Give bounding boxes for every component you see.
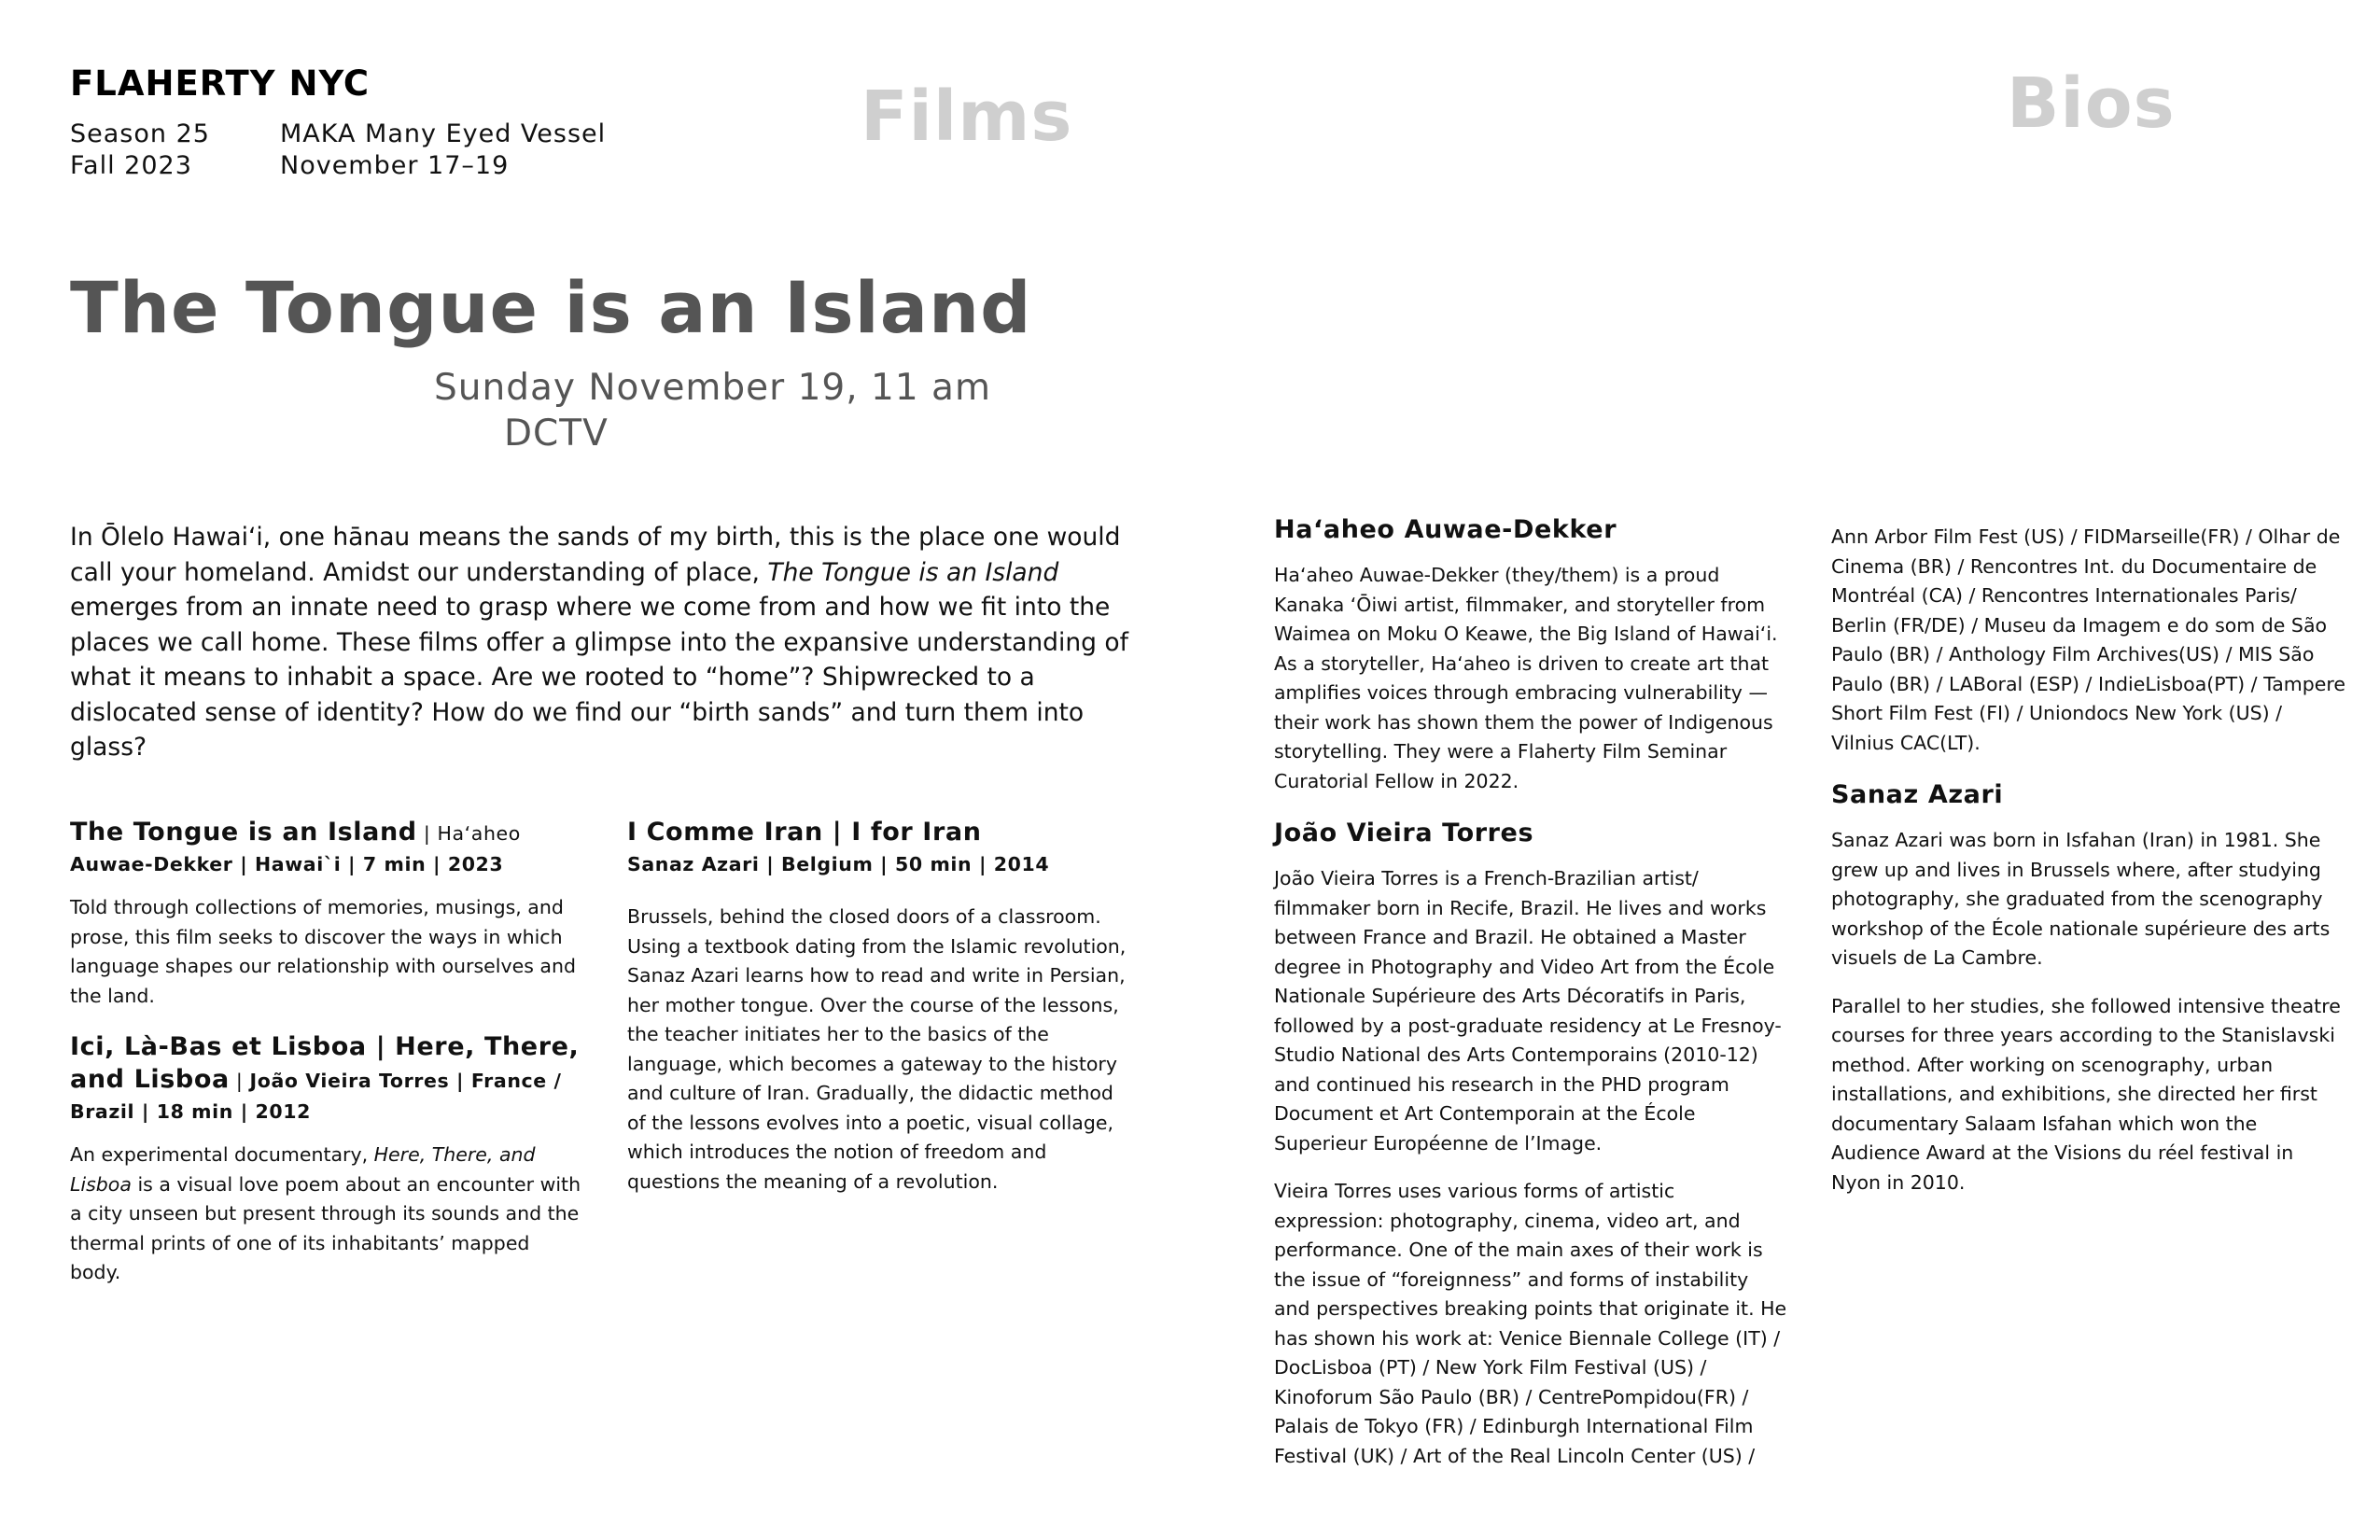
film-meta: Brazil | 18 min | 2012: [70, 1100, 311, 1123]
intro-text-2: emerges from an innate need to grasp where we come from and how we fit into the places we call home. These films offer a glimpse into the expansive understanding of what it means to inhabit a space. Are we rooted to “home”? Shipwrecked to a dislocated sense of identity? How do we find our “birth sands” and turn them into glass?: [70, 593, 1128, 762]
film-entry: [627, 817, 1136, 1197]
film-description: [70, 1141, 583, 1288]
screening-datetime: Sunday November 19, 11 am: [434, 367, 991, 409]
film-title: Ici, Là-Bas et Lisboa | Here, There, and Lisboa: [70, 1032, 580, 1094]
separator: |: [229, 1070, 250, 1092]
bio-paragraph: Haʻaheo Auwae-Dekker (they/them) is a proud Kanaka ʻŌiwi artist, filmmaker, and storyteller from Waimea on Moku O Keawe, the Big Island of Hawaiʻi. As a storyteller, Haʻaheo is driven to create art that amplifies voices through embracing vulnerability — their work has shown them the power of Indigenous storytelling. They were a Flaherty Film Seminar Curatorial Fellow in 2022.: [1274, 564, 1778, 792]
intro-title-italic: The Tongue is an Island: [767, 557, 1059, 587]
program-name: MAKA Many Eyed Vessel: [280, 119, 607, 148]
film-desc-text-1: An experimental documentary,: [70, 1143, 374, 1166]
program-info: [280, 119, 606, 182]
film-description: Brussels, behind the closed doors of a classroom. Using a textbook dating from the Islamic revolution, Sanaz Azari learns how to read and write in Persian, her mother tongue. Over the course of the lessons, the teacher initiates her to the basics of the language, which becomes a gateway to the history and culture of Iran. Gradually, the didactic method of the lessons evolves into a poetic, visual collage, which introduces the notion of freedom and questions the meaning of a revolution.: [627, 905, 1127, 1193]
bio-text: [1274, 864, 1787, 1471]
film-entry: [70, 817, 583, 1011]
film-director: Haʻaheo: [437, 822, 521, 845]
film-desc-text-2: is a visual love poem about an encounter with a city unseen but present through its sounds and the thermal prints of one of its inhabitants’ mapped body.: [70, 1172, 581, 1283]
intro-text-1: In Ōlelo Hawaiʻi, one hānau means the sands of my birth, this is the place one would call your homeland. Amidst our understanding of place,: [70, 523, 1121, 587]
bio-text: [1274, 561, 1787, 796]
films-section-label: Films: [861, 77, 1073, 157]
films-column-right: [627, 817, 1136, 1197]
bios-column-left: [1274, 515, 1787, 1471]
film-heading: [70, 1031, 583, 1127]
screening-venue: DCTV: [504, 413, 609, 455]
film-title: I Comme Iran | I for Iran: [627, 818, 982, 847]
film-description: Told through collections of memories, musings, and prose, this film seeks to discover the ways in which language shapes our relationship with ourselves and the land.: [70, 896, 576, 1007]
film-heading: [70, 817, 583, 880]
film-director: João Vieira Torres | France /: [249, 1070, 562, 1092]
season-number: Season 25: [70, 119, 210, 148]
bio-paragraph: Ann Arbor Film Fest (US) / FIDMarseille(FR) / Olhar de Cinema (BR) / Rencontres Int. du Documentaire de Montréal (CA) / Rencontres Internationales Paris/ Berlin (FR/DE) / Museu da Imagem e do som de São Paulo (BR) / Anthology Film Archives(US) / MIS São Paulo (BR) / LABoral (ESP) / IndieLisboa(PT) / Tampere Short Film Fest (FI) / Uniondocs New York (US) / Vilnius CAC(LT).: [1831, 525, 2345, 754]
film-meta: Auwae-Dekker | Hawai`i | 7 min | 2023: [70, 853, 504, 875]
film-meta: Sanaz Azari | Belgium | 50 min | 2014: [627, 853, 1050, 875]
bio-paragraph: João Vieira Torres is a French-Brazilian artist/ filmmaker born in Recife, Brazil. He lives and works between France and Brazil. He obtained a Master degree in Photography and Video Art from the École Nationale Supérieure des Arts Décoratifs in Paris, followed by a post-graduate residency at Le Fresnoy-Studio National des Arts Contemporains (2010-12) and continued his research in the PHD program Document et Art Contemporain at the École Superieur Européenne de l’Image.: [1274, 867, 1782, 1155]
film-title: The Tongue is an Island: [70, 818, 417, 847]
bio-paragraph: Vieira Torres uses various forms of artistic expression: photography, cinema, video art, and performance. One of the main axes of their work is the issue of “foreignness” and forms of instability and perspectives breaking points that originate it. He has shown his work at: Venice Biennale College (IT) / DocLisboa (PT) / New York Film Festival (US) / Kinoforum São Paulo (BR) / CentrePompidou(FR) / Palais de Tokyo (FR) / Edinburgh International Film Festival (UK) / Art of the Real Lincoln Center (US) /: [1274, 1180, 1787, 1467]
brand-name: FLAHERTY: [70, 63, 276, 104]
bio-name: João Vieira Torres: [1274, 819, 1534, 847]
film-desc-italic: Here, There, and Lisboa: [70, 1143, 536, 1196]
brand-city: NYC: [288, 63, 371, 104]
bio-text: [1831, 826, 2346, 1197]
bios-column-right: [1831, 523, 2346, 1197]
program-title: The Tongue is an Island: [70, 266, 1032, 349]
bios-section-label: Bios: [2007, 63, 2176, 144]
film-entry: [70, 1031, 583, 1288]
program-intro: [70, 520, 1129, 765]
bio-paragraph: Sanaz Azari was born in Isfahan (Iran) in 1981. She grew up and lives in Brussels where, after studying photography, she graduated from the scenography workshop of the École nationale supérieure des arts visuels de La Cambre.: [1831, 829, 2331, 969]
season-term: Fall 2023: [70, 151, 192, 180]
film-heading: [627, 817, 1136, 880]
bio-text-continued: [1831, 523, 2346, 758]
program-dates: November 17–19: [280, 151, 510, 180]
separator: |: [416, 822, 438, 845]
season-info: [70, 119, 210, 182]
bio-name: Haʻaheo Auwae-Dekker: [1274, 515, 1617, 544]
bio-name: Sanaz Azari: [1831, 780, 2004, 809]
bio-paragraph: Parallel to her studies, she followed intensive theatre courses for three years according to the Stanislavski method. After working on scenography, urban installations, and exhibitions, she directed her first documentary Salaam Isfahan which won the Audience Award at the Visions du réel festival in Nyon in 2010.: [1831, 994, 2341, 1194]
films-column-left: [70, 817, 583, 1288]
brand-logo: [70, 63, 370, 104]
